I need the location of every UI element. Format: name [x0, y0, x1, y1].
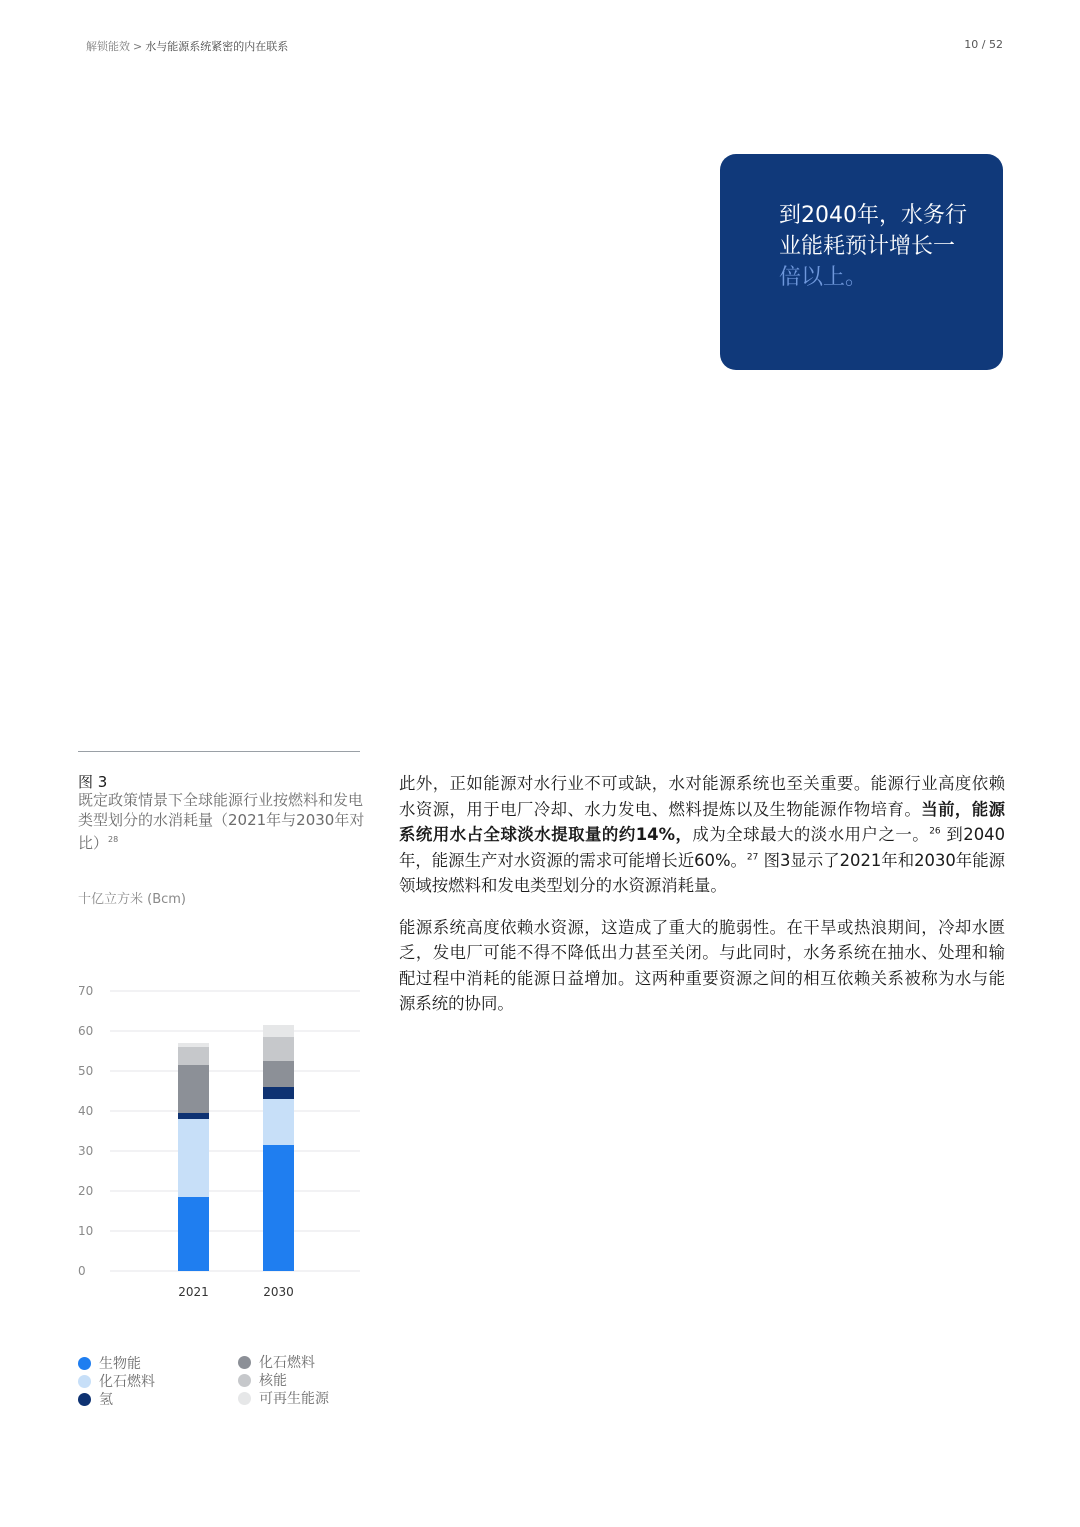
legend-label: 氢: [99, 1392, 113, 1408]
footnote-ref[interactable]: 26: [929, 826, 941, 837]
breadcrumb-separator: >: [133, 40, 143, 53]
legend-swatch: [238, 1374, 251, 1387]
legend-swatch: [78, 1393, 91, 1406]
x-tick-label: 2030: [263, 1285, 294, 1299]
y-tick-label: 10: [78, 1224, 94, 1238]
callout-box: [720, 154, 1003, 370]
legend-item: [238, 1353, 329, 1371]
bar-segment: [178, 1113, 209, 1119]
figure-label: 图 3: [78, 773, 108, 791]
y-tick-label: 30: [78, 1144, 94, 1158]
legend-swatch: [78, 1357, 91, 1370]
bar-segment: [263, 1099, 294, 1145]
figure-caption: [78, 790, 368, 853]
y-tick-label: 20: [78, 1184, 94, 1198]
bar-segment: [263, 1145, 294, 1271]
legend-item: [238, 1371, 329, 1389]
bar-segment: [263, 1037, 294, 1061]
legend-swatch: [238, 1356, 251, 1369]
legend-item: [78, 1372, 155, 1390]
legend-label: 核能: [259, 1373, 287, 1389]
legend-item: [238, 1389, 329, 1407]
breadcrumb: [86, 38, 288, 54]
chart-unit-label: 十亿立方米 (Bcm): [78, 892, 187, 907]
figure-caption-ref: 28: [108, 835, 119, 844]
legend-label: 化石燃料: [99, 1374, 155, 1390]
y-tick-label: 50: [78, 1064, 94, 1078]
legend-item: [78, 1354, 155, 1372]
legend-label: 化石燃料: [259, 1355, 315, 1371]
paragraph-1: [399, 771, 1005, 899]
footnote-ref[interactable]: 27: [746, 852, 759, 863]
figure-caption-text: 既定政策情景下全球能源行业按燃料和发电类型划分的水消耗量（2021年与2030年对比）: [78, 791, 365, 852]
callout-text: 到2040年，水务行业能耗预计增长一: [779, 203, 967, 259]
paragraph-1-bold: 当前，能源系统用水占全球淡水提取量的约14%，: [399, 799, 1006, 844]
paragraph-1-text-a: 此外，正如能源对水行业不可或缺，水对能源系统也至关重要。能源行业高度依赖水资源，用于电厂冷却、水力发电、燃料提炼以及生物能源作物培育。: [399, 774, 1005, 819]
paragraph-1-text-b: 成为全球最大的淡水用户之一。: [692, 825, 930, 844]
bar-segment: [263, 1025, 294, 1037]
bar-segment: [178, 1119, 209, 1197]
stacked-bar-chart: [0, 960, 380, 1320]
legend-column-left: [78, 1354, 155, 1408]
paragraph-2: 能源系统高度依赖水资源，这造成了重大的脆弱性。在干旱或热浪期间，冷却水匮乏，发电厂可能不得不降低出力甚至关闭。与此同时，水务系统在抽水、处理和输配过程中消耗的能源日益增加。这两种重要资源之间的相互依赖关系被称为水与能源系统的协同。: [399, 917, 1005, 1013]
legend-column-right: [238, 1353, 329, 1407]
legend-swatch: [78, 1375, 91, 1388]
legend-label: 生物能: [99, 1356, 141, 1372]
legend-swatch: [238, 1392, 251, 1405]
bar-segment: [178, 1047, 209, 1065]
bar-segment: [263, 1061, 294, 1087]
callout-highlight: 倍以上。: [779, 265, 868, 290]
page-number: 10 / 52: [964, 38, 1003, 51]
y-tick-label: 70: [78, 984, 94, 998]
y-tick-label: 60: [78, 1024, 94, 1038]
figure-divider: [78, 751, 360, 752]
y-tick-label: 40: [78, 1104, 94, 1118]
legend-item: [78, 1390, 155, 1408]
paragraph-1-text-c: 到2040年，能源生产对水资源的需求可能增长近60%。: [399, 825, 1005, 870]
bar-segment: [263, 1087, 294, 1099]
breadcrumb-current: 水与能源系统紧密的内在联系: [145, 40, 289, 53]
breadcrumb-root[interactable]: 解锁能效: [86, 40, 130, 53]
x-tick-label: 2021: [178, 1285, 209, 1299]
y-tick-label: 0: [78, 1264, 86, 1278]
body-text: [399, 771, 1005, 1033]
bar-segment: [178, 1065, 209, 1113]
paragraph-1-text-d: 图3显示了2021年和2030年能源领域按燃料和发电类型划分的水资源消耗量。: [399, 850, 1005, 895]
bar-segment: [178, 1197, 209, 1271]
legend-label: 可再生能源: [259, 1391, 329, 1407]
bar-segment: [178, 1043, 209, 1047]
